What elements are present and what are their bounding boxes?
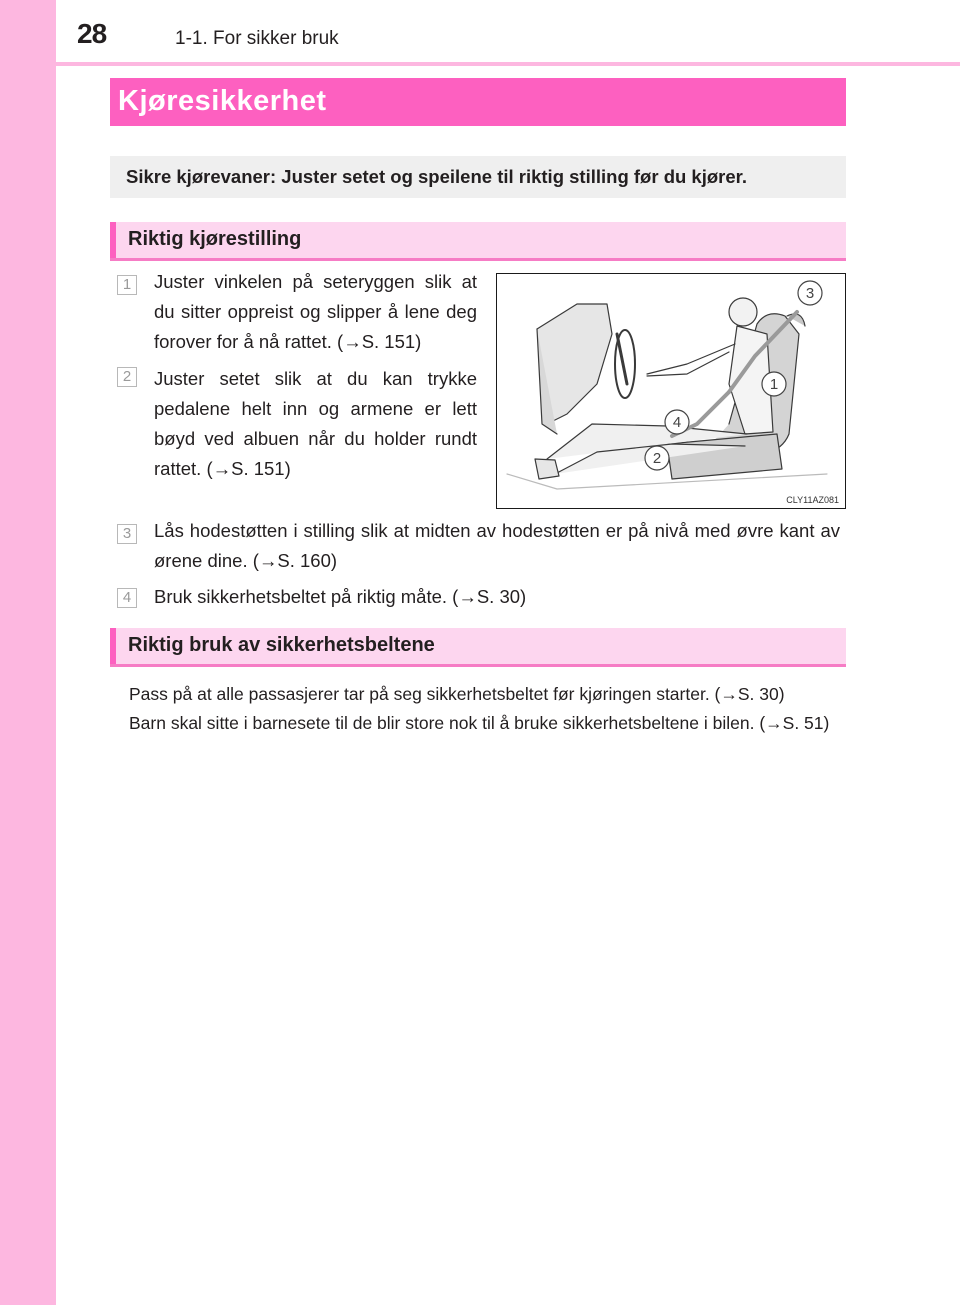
summary-text: Sikre kjørevaner: Juster setet og speilene til riktig stilling før du kjører. bbox=[126, 166, 747, 187]
item-number-badge: 1 bbox=[117, 275, 137, 295]
list-item-text: Bruk sikkerhetsbeltet på riktig måte. (→S. 30) bbox=[154, 586, 527, 607]
header-rule bbox=[56, 62, 960, 66]
callout-label: 2 bbox=[652, 450, 662, 467]
heading-accent-bar bbox=[110, 628, 116, 664]
item-number-badge: 2 bbox=[117, 367, 137, 387]
list-item-text: Juster setet slik at du kan trykke pedalene helt inn og armene er lett bøyd ved albuen når du holder rundt rattet. (→S. 151) bbox=[154, 368, 477, 479]
page-number: 28 bbox=[77, 18, 107, 49]
side-strip bbox=[0, 0, 56, 1305]
page-title: Kjøresikkerhet bbox=[118, 85, 327, 117]
driving-position-illustration bbox=[496, 273, 846, 509]
figure-code: CLY11AZ081 bbox=[786, 495, 839, 505]
summary-box bbox=[110, 156, 846, 198]
driver-seat-drawing bbox=[497, 274, 845, 508]
section-heading-text: Riktig kjørestilling bbox=[128, 228, 302, 250]
body-paragraph: Barn skal sitte i barnesete til de blir store nok til å bruke sikkerhetsbeltene i bilen. (→S. 51) bbox=[129, 713, 830, 733]
section-heading-text: Riktig bruk av sikkerhetsbeltene bbox=[128, 634, 435, 656]
section-heading-seatbelts bbox=[110, 628, 846, 667]
callout-label: 4 bbox=[672, 414, 682, 431]
item-number-badge: 3 bbox=[117, 524, 137, 544]
section-path: 1-1. For sikker bruk bbox=[175, 28, 339, 49]
body-paragraph: Pass på at alle passasjerer tar på seg sikkerhetsbeltet før kjøringen starter. (→S. 30) bbox=[129, 684, 785, 704]
item-number-badge: 4 bbox=[117, 588, 137, 608]
callout-label: 1 bbox=[769, 376, 779, 393]
title-bar bbox=[110, 78, 846, 126]
heading-accent-bar bbox=[110, 222, 116, 258]
callout-label: 3 bbox=[805, 285, 815, 302]
list-item-text: Lås hodestøtten i stilling slik at midten av hodestøtten er på nivå med øvre kant av ørene dine. (→S. 160) bbox=[154, 520, 840, 571]
section-heading-driving-position bbox=[110, 222, 846, 261]
list-item-text: Juster vinkelen på seteryggen slik at du sitter oppreist og slipper å lene deg forover for å nå rattet. (→S. 151) bbox=[154, 271, 477, 352]
